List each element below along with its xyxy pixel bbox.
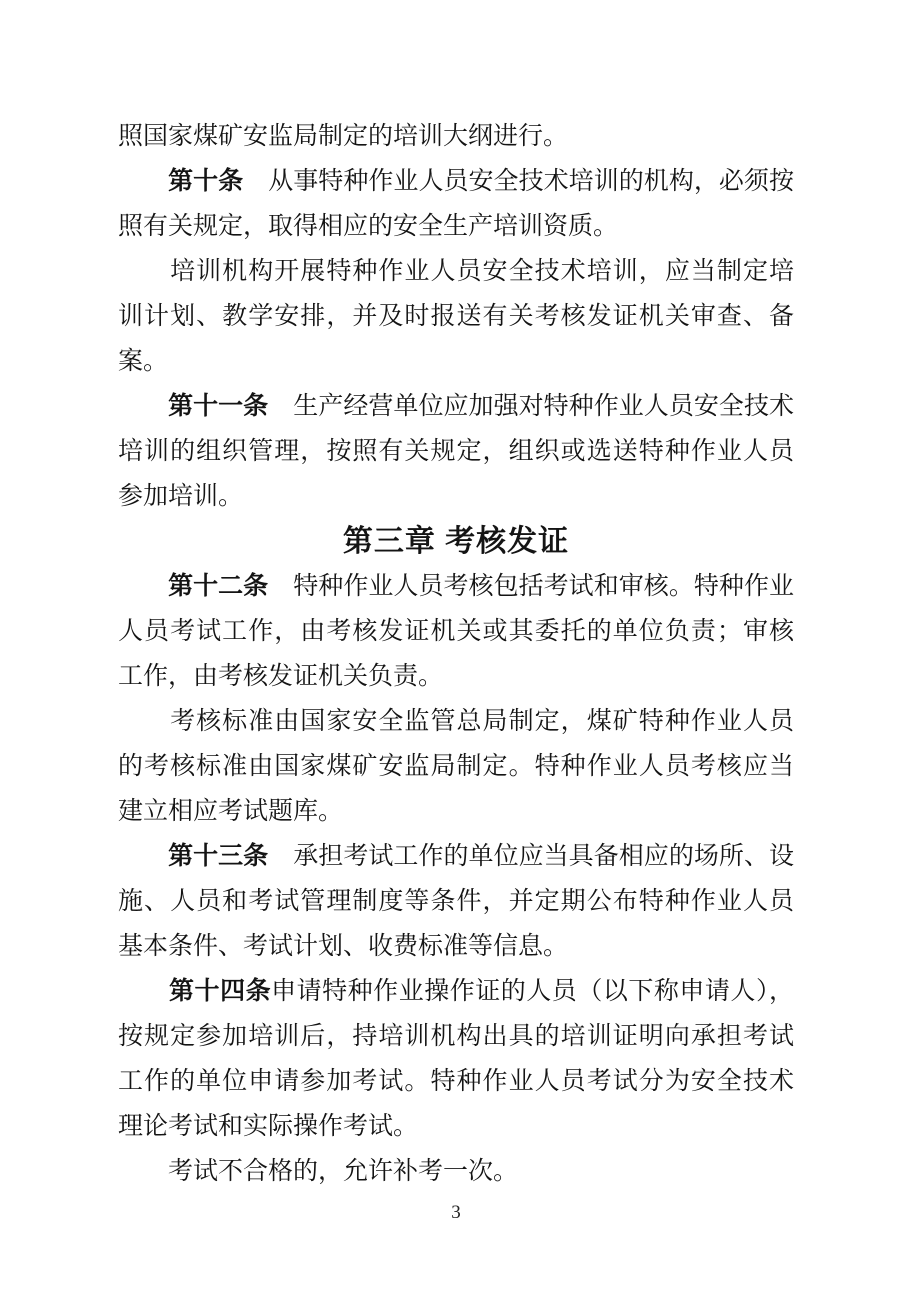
line-text: 考试不合格的，允许补考一次。 bbox=[118, 1158, 519, 1185]
line-text: 工作，由考核发证机关负责。 bbox=[118, 663, 444, 690]
line-text: 培训机构开展特种作业人员安全技术培训，应当制定培 bbox=[118, 258, 794, 285]
text-line-article-10 bbox=[118, 159, 794, 204]
article-number: 第十一条 bbox=[118, 392, 269, 420]
text-line bbox=[118, 789, 794, 834]
line-text: 按规定参加培训后，持培训机构出具的培训证明向承担考试 bbox=[118, 1023, 794, 1050]
line-text: 考核标准由国家安全监管总局制定，煤矿特种作业人员 bbox=[118, 708, 794, 735]
line-text: 施、人员和考试管理制度等条件，并定期公布特种作业人员 bbox=[118, 888, 794, 915]
text-line bbox=[118, 474, 794, 519]
text-line bbox=[118, 429, 794, 474]
line-text: 工作的单位申请参加考试。特种作业人员考试分为安全技术 bbox=[118, 1068, 794, 1095]
page-number: 3 bbox=[451, 1202, 461, 1223]
line-text: 建立相应考试题库。 bbox=[118, 798, 344, 825]
text-line bbox=[118, 204, 794, 249]
line-text: 训计划、教学安排，并及时报送有关考核发证机关审查、备 bbox=[118, 303, 794, 330]
line-text: 培训的组织管理，按照有关规定，组织或选送特种作业人员 bbox=[118, 438, 794, 465]
text-line bbox=[118, 1014, 794, 1059]
line-text: 理论考试和实际操作考试。 bbox=[118, 1113, 419, 1140]
text-line bbox=[118, 609, 794, 654]
text-line-article-11 bbox=[118, 384, 794, 429]
article-number: 第十四条 bbox=[118, 977, 272, 1005]
text-line bbox=[118, 879, 794, 924]
article-number: 第十条 bbox=[118, 167, 244, 195]
text-line bbox=[118, 654, 794, 699]
text-column bbox=[118, 114, 794, 1194]
line-text: 申请特种作业操作证的人员（以下称申请人）， bbox=[271, 978, 794, 1005]
line-text: 人员考试工作，由考核发证机关或其委托的单位负责；审核 bbox=[118, 618, 794, 645]
line-text: 参加培训。 bbox=[118, 483, 244, 510]
text-line bbox=[118, 924, 794, 969]
text-line bbox=[118, 294, 794, 339]
text-line bbox=[118, 1104, 794, 1149]
line-text: 承担考试工作的单位应当具备相应的场所、设 bbox=[268, 843, 794, 870]
text-line-article-12 bbox=[118, 564, 794, 609]
text-line bbox=[118, 249, 794, 294]
text-line bbox=[118, 1149, 794, 1194]
text-line bbox=[118, 1059, 794, 1104]
line-text: 案。 bbox=[118, 348, 169, 375]
text-line bbox=[118, 339, 794, 384]
line-text: 的考核标准由国家煤矿安监局制定。特种作业人员考核应当 bbox=[118, 753, 794, 780]
line-text: 基本条件、考试计划、收费标准等信息。 bbox=[118, 933, 569, 960]
article-number: 第十三条 bbox=[118, 842, 269, 870]
line-text: 从事特种作业人员安全技术培训的机构，必须按 bbox=[243, 168, 794, 195]
text-line-article-13 bbox=[118, 834, 794, 879]
line-text: 生产经营单位应加强对特种作业人员安全技术 bbox=[268, 393, 794, 420]
chapter-heading: 第三章 考核发证 bbox=[342, 525, 570, 558]
line-text: 特种作业人员考核包括考试和审核。特种作业 bbox=[268, 573, 794, 600]
text-line bbox=[118, 744, 794, 789]
line-text: 照有关规定，取得相应的安全生产培训资质。 bbox=[118, 213, 619, 240]
chapter-heading-line bbox=[118, 519, 794, 564]
line-text: 照国家煤矿安监局制定的培训大纲进行。 bbox=[118, 123, 569, 150]
text-line-article-14 bbox=[118, 969, 794, 1014]
article-number: 第十二条 bbox=[118, 572, 269, 600]
text-line bbox=[118, 114, 794, 159]
text-line bbox=[118, 699, 794, 744]
